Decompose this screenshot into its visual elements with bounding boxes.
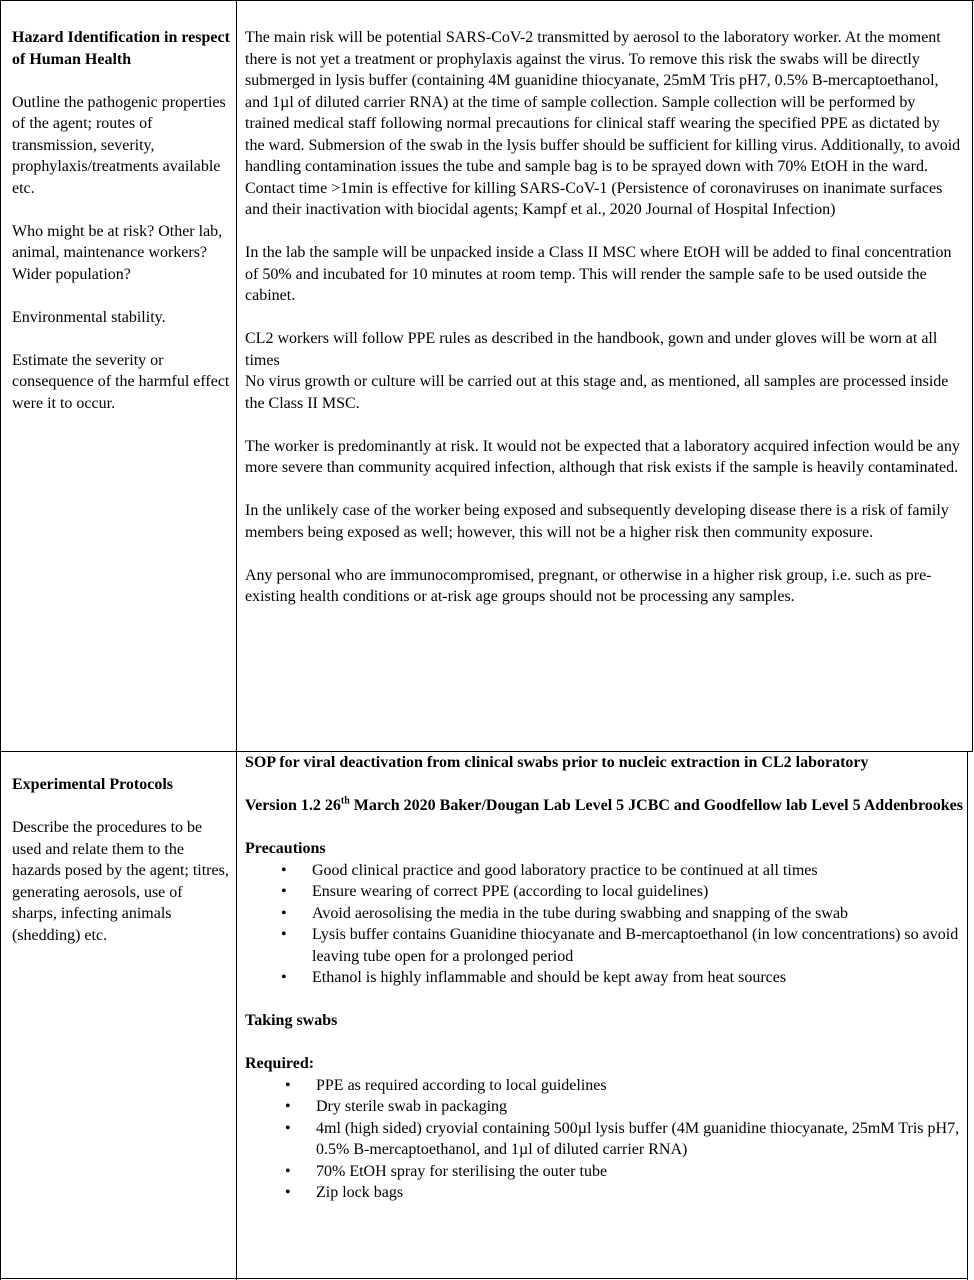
precautions-heading: Precautions — [245, 840, 326, 857]
hazard-paragraph-vulnerable-groups: Any personal who are immunocompromised, pregnant, or otherwise in a higher risk group, i.e. such as pre-existing health conditions or at-risk age groups should not be processing any samples. — [245, 566, 932, 605]
list-item: • 70% EtOH spray for sterilising the outer tube — [245, 1161, 963, 1183]
precautions-list — [245, 860, 963, 989]
list-item: • Ethanol is highly inflammable and should be kept away from heat sources — [245, 967, 963, 989]
taking-swabs-heading: Taking swabs — [245, 1012, 338, 1029]
hazard-paragraph-main-risk: The main risk will be potential SARS-CoV-2 transmitted by aerosol to the laboratory worker. At the moment there is not yet a treatment or prophylaxis against the virus. To remove this risk the swabs will be directly submerged in lysis buffer (containing 4M guanidine thiocyanate, 25mM Tris pH7, 0.5% B-mercaptoethanol, and 1µl of diluted carrier RNA) at the time of sample collection. Sample collection will be performed by trained medical staff following normal precautions for clinical staff wearing the specified PPE as dictated by the ward. Submersion of the swab in the lysis buffer should be sufficient for killing virus. Additionally, to avoid handling contamination issues the tube and sample bag is to be sprayed down with 70% EtOH in the ward. Contact time >1min is effective for killing SARS-CoV-1 (Persistence of coronaviruses on inanimate surfaces and their inactivation with biocidal agents; Kampf et al., 2020 Journal of Hospital Infection) — [245, 29, 961, 218]
bullet-icon: • — [281, 883, 287, 900]
bullet-icon: • — [285, 1162, 291, 1180]
sop-title: SOP for viral deactivation from clinical swabs prior to nucleic extraction in CL2 laboratory — [245, 754, 869, 771]
bullet-icon: • — [281, 861, 287, 879]
hazard-prompt-pathogenic: Outline the pathogenic properties of the agent; routes of transmission, severity, prophylaxis/treatments available etc. — [12, 93, 226, 197]
required-heading: Required: — [245, 1055, 315, 1072]
table-column-divider — [236, 0, 237, 1280]
bullet-icon: • — [285, 1184, 291, 1201]
list-item: • Dry sterile swab in packaging — [245, 1096, 963, 1118]
list-item: • Zip lock bags — [245, 1182, 963, 1204]
hazard-description-cell — [245, 27, 963, 608]
protocol-prompt: Describe the procedures to be used and relate them to the hazards posed by the agent; titres, generating aerosols, use of sharps, infecting animals (shedding) etc. — [12, 819, 229, 944]
protocol-label-cell — [12, 774, 230, 946]
table-top-border — [0, 0, 974, 1]
bullet-icon: • — [285, 1098, 291, 1115]
hazard-paragraph-worker-risk: The worker is predominantly at risk. It would not be expected that a laboratory acquired infection would be any more severe than community acquired infection, although that risk exists if the sample is heavily contaminated. — [245, 437, 960, 476]
hazard-paragraph-no-culture: No virus growth or culture will be carried out at this stage and, as mentioned, all samples are processed inside the Class II MSC. — [245, 373, 949, 412]
sop-version: Version 1.2 26th March 2020 Baker/Dougan Lab Level 5 JCBC and Goodfellow lab Level 5 Addenbrookes — [245, 795, 964, 814]
protocol-description-cell — [245, 752, 963, 1204]
list-item: • 4ml (high sided) cryovial containing 500µl lysis buffer (4M guanidine thiocyanate, 25mM Tris pH7, 0.5% B-mercaptoethanol, and 1µl of diluted carrier RNA) — [285, 1119, 960, 1158]
hazard-paragraph-lab-handling: In the lab the sample will be unpacked inside a Class II MSC where EtOH will be added to final concentration of 50% and incubated for 10 minutes at room temp. This will render the sample safe to be used outside the cabinet. — [245, 244, 952, 304]
hazard-label-cell — [12, 27, 230, 414]
table-right-border-lower — [967, 752, 968, 1280]
table-left-border — [0, 0, 1, 1280]
bullet-icon: • — [281, 969, 287, 986]
hazard-paragraph-family-risk: In the unlikely case of the worker being exposed and subsequently developing disease there is a risk of family members being exposed as well; however, this will not be a higher risk then community exposure. — [245, 502, 949, 541]
hazard-prompt-risk: Who might be at risk? Other lab, animal, maintenance workers? Wider population? — [12, 222, 223, 283]
hazard-prompt-severity: Estimate the severity or consequence of the harmful effect were it to occur. — [12, 351, 230, 412]
table-right-border-upper — [972, 0, 973, 752]
protocol-heading: Experimental Protocols — [12, 776, 174, 793]
list-item: • Avoid aerosolising the media in the tube during swabbing and snapping of the swab — [245, 903, 963, 925]
bullet-icon: • — [281, 904, 287, 922]
list-item: • PPE as required according to local guidelines — [245, 1075, 963, 1097]
list-item: • Lysis buffer contains Guanidine thiocyanate and B-mercaptoethanol (in low concentrations) so avoid leaving tube open for a prolonged period — [281, 926, 959, 965]
hazard-paragraph-ppe: CL2 workers will follow PPE rules as described in the handbook, gown and under gloves will be worn at all times — [245, 330, 938, 369]
bullet-icon: • — [281, 926, 287, 943]
hazard-prompt-stability: Environmental stability. — [12, 308, 166, 326]
list-item: • Ensure wearing of correct PPE (according to local guidelines) — [245, 881, 963, 903]
bullet-icon: • — [285, 1119, 291, 1137]
list-item: • Good clinical practice and good laboratory practice to be continued at all times — [245, 860, 963, 882]
required-list — [245, 1075, 963, 1204]
table-bottom-border — [0, 1278, 968, 1279]
bullet-icon: • — [285, 1076, 291, 1094]
hazard-heading: Hazard Identification in respect of Human Health — [12, 29, 230, 68]
